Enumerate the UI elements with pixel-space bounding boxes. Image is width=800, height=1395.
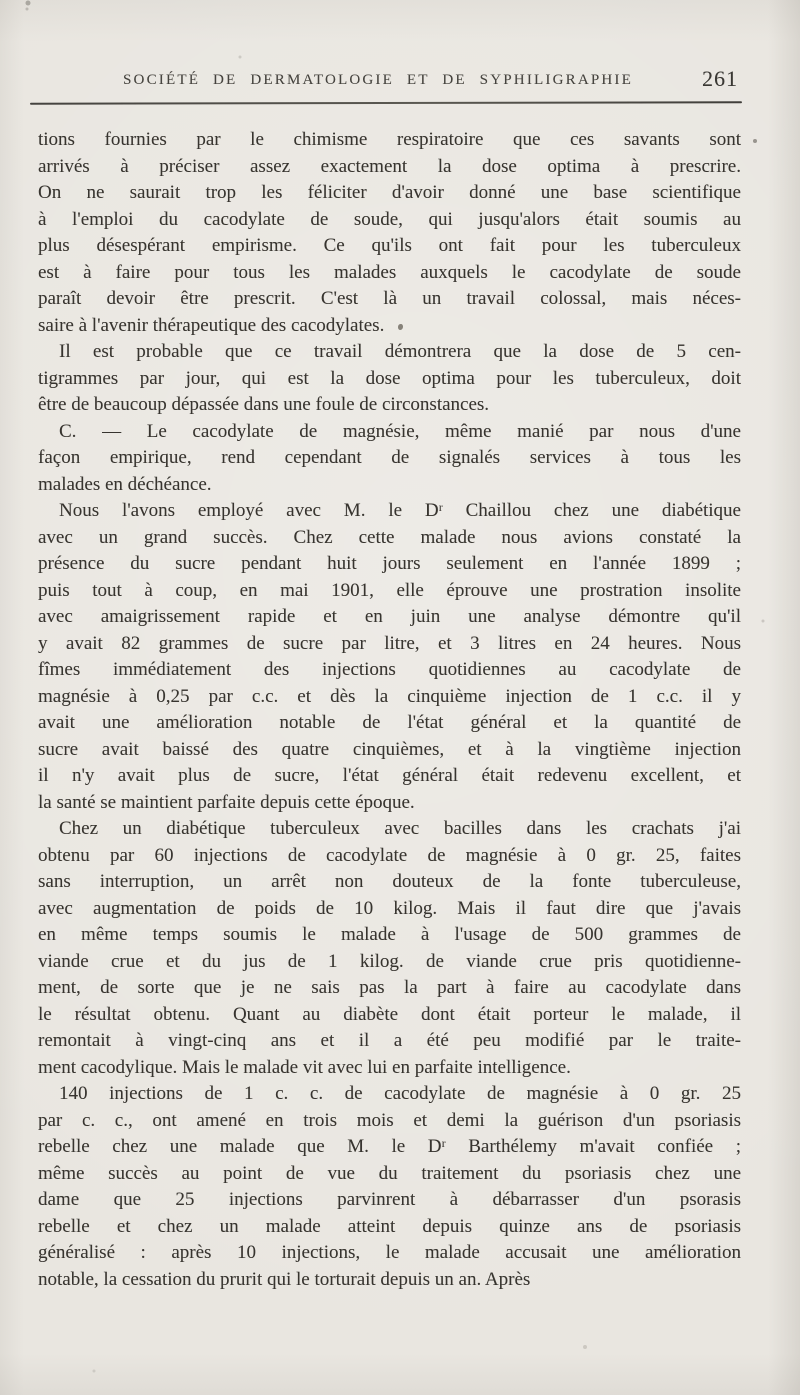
paragraph (38, 816, 741, 1081)
text-line: puis tout à coup, en mai 1901, elle éprouve une prostration insolite (38, 579, 741, 601)
text-line: à l'emploi du cacodylate de soude, qui jusqu'alors était soumis au (38, 208, 741, 230)
paragraph (38, 339, 741, 419)
text-line: malades en déchéance. (38, 473, 212, 495)
text-line: Nous l'avons employé avec M. le Dʳ Chaillou chez une diabétique (59, 500, 741, 521)
text-line: tigrammes par jour, qui est la dose optima pour les tuberculeux, doit (38, 367, 741, 389)
text-line: magnésie à 0,25 par c.c. et dès la cinquième injection de 1 c.c. il y (38, 685, 741, 707)
ink-speck-icon (398, 324, 403, 330)
text-line: sans interruption, un arrêt non douteux de la fonte tuberculeuse, (38, 871, 741, 892)
text-line: ment, de sorte que je ne sais pas la part à faire au cacodylate dans (38, 977, 741, 998)
paragraph (38, 1081, 741, 1293)
text-line: 140 injections de 1 c. c. de cacodylate de magnésie à 0 gr. 25 (59, 1083, 741, 1104)
text-line: le résultat obtenu. Quant au diabète dont était porteur le malade, il (38, 1003, 741, 1025)
text-line: Il est probable que ce travail démontrera que la dose de 5 cen- (59, 341, 741, 362)
text-line: rebelle chez une malade que M. le Dʳ Barthélemy m'avait confiée ; (38, 1136, 741, 1157)
text-body (38, 127, 741, 1293)
text-line: il n'y avait plus de sucre, l'état général était redevenu excellent, et (38, 765, 741, 786)
text-line: la santé se maintient parfaite depuis cette époque. (38, 791, 415, 813)
text-line: obtenu par 60 injections de cacodylate de magnésie à 0 gr. 25, faites (38, 844, 741, 866)
paragraph (38, 127, 741, 339)
text-line: ment cacodylique. Mais le malade vit avec lui en parfaite intelligence. (38, 1056, 571, 1078)
text-line: arrivés à préciser assez exactement la dose optima à prescrire. (38, 155, 741, 177)
text-line: est à faire pour tous les malades auxquels le cacodylate de soude (38, 261, 741, 283)
paragraph (38, 498, 741, 816)
text-line: avec un grand succès. Chez cette malade nous avions constaté la (38, 526, 741, 548)
text-line: On ne saurait trop les féliciter d'avoir donné une base scientifique (38, 182, 741, 203)
paper-specks (0, 0, 2, 2)
text-line: dame que 25 injections parvinrent à débarrasser d'un psorasis (38, 1189, 741, 1210)
text-line: C. — Le cacodylate de magnésie, même manié par nous d'une (59, 420, 741, 442)
text-line: fîmes immédiatement des injections quotidiennes au cacodylate de (38, 659, 741, 680)
text-line: notable, la cessation du prurit qui le torturait depuis un an. Après (38, 1268, 531, 1290)
header-rule (30, 101, 742, 104)
text-line: en même temps soumis le malade à l'usage de 500 grammes de (38, 924, 741, 945)
paragraph (38, 419, 741, 499)
running-title: SOCIÉTÉ DE DERMATOLOGIE ET DE SYPHILIGRAPHIE (123, 72, 633, 88)
page-number: 261 (702, 66, 738, 91)
text-line: façon empirique, rend cependant de signalés services à tous les (38, 447, 741, 468)
text-line: plus désespérant empirisme. Ce qu'ils ont fait pour les tuberculeux (38, 235, 741, 256)
text-line: par c. c., ont amené en trois mois et demi la guérison d'un psoriasis (38, 1109, 741, 1131)
text-line: Chez un diabétique tuberculeux avec bacilles dans les crachats j'ai (59, 818, 741, 839)
text-line: saire à l'avenir thérapeutique des cacodylates. (38, 313, 741, 340)
text-line: être de beaucoup dépassée dans une foule de circonstances. (38, 394, 490, 415)
text-line: avec amaigrissement rapide et en juin une analyse démontre qu'il (38, 606, 741, 627)
text-line: avait une amélioration notable de l'état général et la quantité de (38, 712, 741, 733)
text-line: même succès au point de vue du traitement du psoriasis chez une (38, 1162, 741, 1184)
text-line: généralisé : après 10 injections, le malade accusait une amélioration (38, 1242, 741, 1263)
text-line: tions fournies par le chimisme respiratoire que ces savants sont (38, 129, 741, 150)
text-line: rebelle et chez un malade atteint depuis quinze ans de psoriasis (38, 1215, 741, 1237)
text-line: avec augmentation de poids de 10 kilog. Mais il faut dire que j'avais (38, 897, 741, 919)
text-line: y avait 82 grammes de sucre par litre, et 3 litres en 24 heures. Nous (38, 632, 741, 654)
text-line: présence du sucre pendant huit jours seulement en l'année 1899 ; (38, 553, 741, 574)
text-line: sucre avait baissé des quatre cinquièmes, et à la vingtième injection (38, 738, 741, 760)
text-line: paraît devoir être prescrit. C'est là un travail colossal, mais néces- (38, 288, 741, 309)
text-line: viande crue et du jus de 1 kilog. de viande crue pris quotidienne- (38, 950, 741, 972)
text-line: remontait à vingt-cinq ans et il a été peu modifié par le traite- (38, 1030, 741, 1051)
